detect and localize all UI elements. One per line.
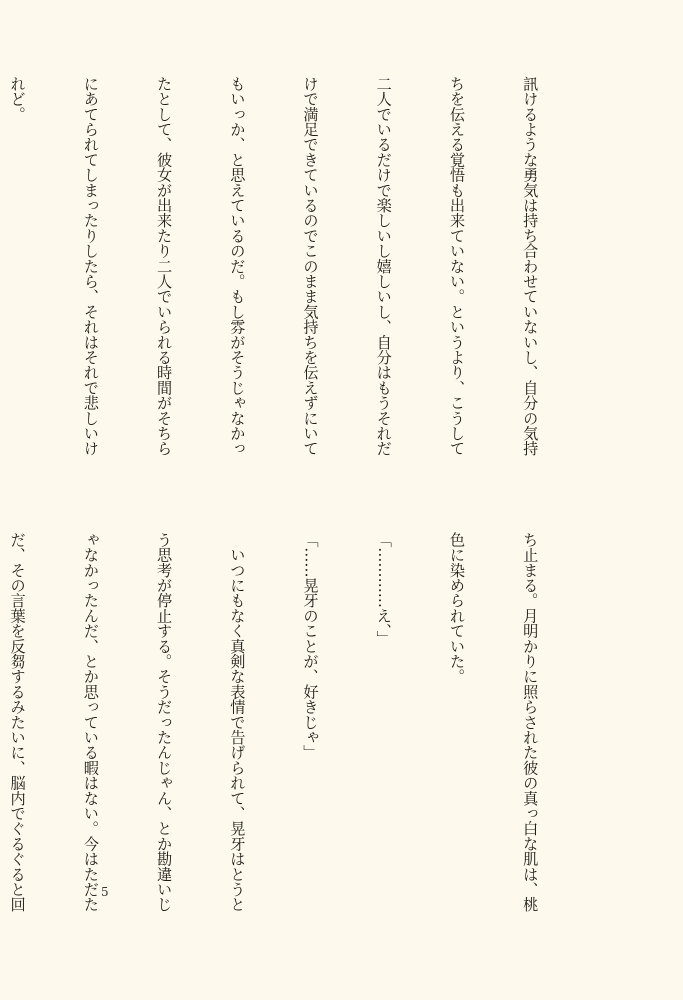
text-line: ちを伝える覚悟も出来ていない。というより、こうして	[447, 76, 466, 456]
text-line: 「…………え、」	[374, 532, 393, 646]
text-line: だ、その言葉を反芻するみたいに、脳内でぐるぐると回	[8, 532, 27, 912]
text-block-bottom	[8, 532, 591, 912]
text-line: う思考が停止する。そうだったんじゃん、とか勘違いじ	[155, 532, 174, 912]
text-line: 二人でいるだけで楽しいし嬉しいし、自分はもうそれだ	[374, 76, 393, 456]
text-line: ち止まる。月明かりに照らされた彼の真っ白な肌は、桃	[521, 532, 540, 912]
text-line: 色に染められていた。	[447, 532, 466, 684]
text-block-top	[8, 76, 591, 456]
text-line: たとして、彼女が出来たり二人でいられる時間がそちら	[155, 76, 174, 456]
text-line: 訊けるような勇気は持ち合わせていないし、自分の気持	[521, 76, 540, 456]
text-line: 「……晃牙のことが、好きじゃ」	[301, 532, 320, 760]
text-line: いつにもなく真剣な表情で告げられて、晃牙はとうと	[228, 532, 247, 912]
page-number: 5	[101, 885, 109, 899]
text-line: もいっか、と思えているのだ。もし雰がそうじゃなかっ	[228, 76, 247, 456]
text-line: けで満足できているのでこのまま気持ちを伝えずにいて	[301, 76, 320, 456]
text-line: れど。	[8, 76, 27, 122]
text-line: にあてられてしまったりしたら、それはそれで悲しいけ	[81, 76, 100, 456]
text-line: ゃなかったんだ、とか思っている暇はない。今はただた	[81, 532, 100, 912]
